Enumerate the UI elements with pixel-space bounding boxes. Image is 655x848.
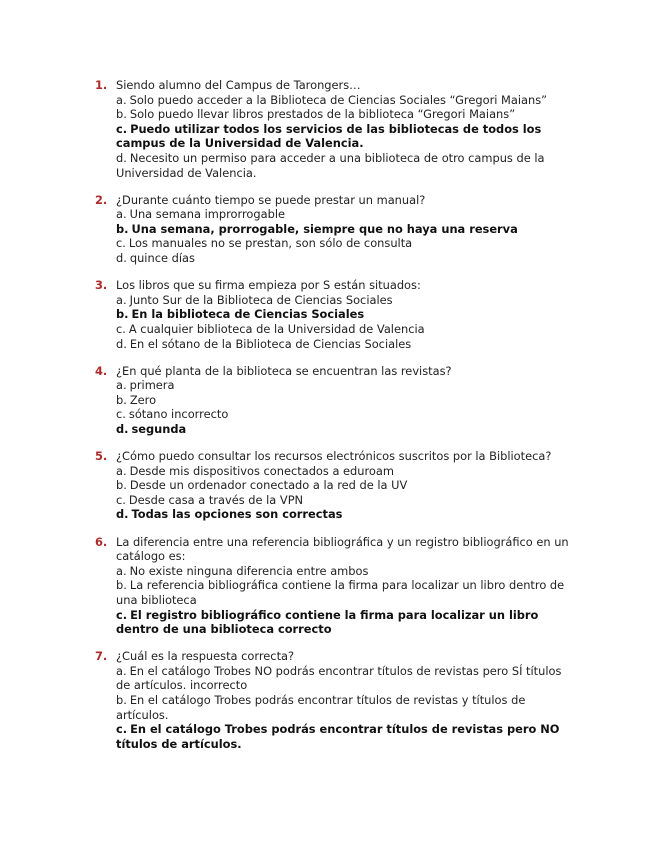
- answer-letter: b.: [116, 107, 127, 122]
- answer-text: En el catálogo Trobes podrás encontrar títulos de revistas pero NO títulos de artículos.: [116, 722, 560, 751]
- question-number: 6.: [95, 534, 108, 549]
- answer-option: [116, 407, 575, 422]
- question-text: La diferencia entre una referencia bibliográfica y un registro bibliográfico en un catálogo es:: [116, 534, 569, 564]
- answer-letter: c.: [116, 492, 126, 507]
- question: [95, 364, 575, 437]
- answer-option: [116, 93, 575, 108]
- answer-letter: c.: [116, 407, 126, 422]
- answer-letter: b.: [116, 221, 129, 236]
- question-number: 4.: [95, 363, 108, 378]
- answer-option: [116, 393, 575, 408]
- answer-option-correct: [116, 507, 575, 522]
- answer-option-correct: [116, 122, 575, 151]
- answer-option: [116, 322, 575, 337]
- question: [95, 649, 575, 751]
- answer-text: sótano incorrecto: [128, 407, 229, 422]
- answer-option-correct: [116, 608, 575, 637]
- answer-letter: d.: [116, 507, 129, 522]
- question-number: 3.: [95, 278, 108, 293]
- answer-text: No existe ninguna diferencia entre ambos: [129, 563, 369, 578]
- answer-text: Desde casa a través de la VPN: [128, 492, 304, 507]
- answer-option-correct: [116, 722, 575, 751]
- answer-text: Todas las opciones son correctas: [131, 507, 343, 522]
- answer-letter: b.: [116, 392, 127, 407]
- answer-option: [116, 378, 575, 393]
- answer-option: [116, 464, 575, 479]
- answer-option: [116, 578, 575, 607]
- answer-letter: a.: [116, 292, 127, 307]
- answer-option: [116, 107, 575, 122]
- question-number: 2.: [95, 192, 108, 207]
- answer-option: [116, 251, 575, 266]
- answer-letter: c.: [116, 121, 128, 136]
- question-text: ¿Durante cuánto tiempo se puede prestar un manual?: [116, 192, 426, 207]
- answer-option-correct: [116, 307, 575, 322]
- answer-letter: c.: [116, 236, 126, 251]
- answer-letter: d.: [116, 421, 129, 436]
- question: [95, 449, 575, 522]
- question-number: 1.: [95, 78, 108, 92]
- answer-text: Los manuales no se prestan, son sólo de consulta: [128, 236, 413, 251]
- answer-option: [116, 293, 575, 308]
- answer-letter: b.: [116, 307, 129, 322]
- answer-option-correct: [116, 222, 575, 237]
- answer-letter: a.: [116, 463, 127, 478]
- answer-option: [116, 564, 575, 579]
- question: [95, 278, 575, 351]
- question: [95, 78, 575, 180]
- answer-letter: d.: [116, 251, 127, 266]
- answer-letter: c.: [116, 722, 128, 737]
- answer-letter: b.: [116, 578, 127, 593]
- answer-letter: c.: [116, 321, 126, 336]
- answer-option: [116, 207, 575, 222]
- answer-text: En el sótano de la Biblioteca de Ciencias Sociales: [129, 336, 412, 351]
- answer-option: [116, 493, 575, 508]
- question-text: ¿En qué planta de la biblioteca se encuentran las revistas?: [116, 363, 452, 378]
- answer-option: [116, 236, 575, 251]
- question-text: Los libros que su firma empieza por S están situados:: [116, 278, 421, 293]
- answer-text: primera: [129, 378, 175, 393]
- answer-letter: a.: [116, 378, 127, 393]
- answer-letter: c.: [116, 607, 128, 622]
- question-number: 7.: [95, 649, 108, 664]
- question: [95, 193, 575, 266]
- question-text: ¿Cuál es la respuesta correcta?: [116, 649, 295, 664]
- answer-text: Desde un ordenador conectado a la red de la UV: [129, 478, 408, 493]
- answer-letter: a.: [116, 663, 127, 678]
- answer-option: [116, 478, 575, 493]
- answer-letter: a.: [116, 92, 127, 107]
- answer-text: Puedo utilizar todos los servicios de las bibliotecas de todos los campus de la Universidad de Valencia.: [116, 121, 542, 151]
- answer-text: Solo puedo llevar libros prestados de la biblioteca “Gregori Maians”: [129, 107, 516, 122]
- question-text: ¿Cómo puedo consultar los recursos electrónicos suscritos por la Biblioteca?: [116, 449, 552, 464]
- answer-text: Desde mis dispositivos conectados a eduroam: [129, 463, 394, 478]
- answer-text: Junto Sur de la Biblioteca de Ciencias Sociales: [129, 292, 393, 307]
- question-number: 5.: [95, 449, 108, 464]
- answer-letter: d.: [116, 336, 127, 351]
- answer-letter: a.: [116, 563, 127, 578]
- answer-text: Solo puedo acceder a la Biblioteca de Ciencias Sociales “Gregori Maians”: [129, 92, 548, 107]
- answer-letter: b.: [116, 478, 127, 493]
- quiz: [95, 78, 575, 764]
- answer-text: La referencia bibliográfica contiene la firma para localizar un libro dentro de una biblioteca: [116, 578, 565, 607]
- answer-letter: a.: [116, 207, 127, 222]
- answer-text: En la biblioteca de Ciencias Sociales: [131, 307, 365, 322]
- answer-text: Una semana improrrogable: [129, 207, 285, 222]
- answer-option-correct: [116, 422, 575, 437]
- answer-text: Zero: [129, 392, 157, 407]
- answer-letter: b.: [116, 692, 127, 707]
- answer-text: El registro bibliográfico contiene la firma para localizar un libro dentro de una biblioteca correcto: [116, 607, 539, 637]
- answer-option: [116, 151, 575, 180]
- answer-option: [116, 337, 575, 352]
- answer-text: segunda: [131, 421, 187, 436]
- answer-option: [116, 664, 575, 693]
- question-text: Siendo alumno del Campus de Tarongers…: [116, 78, 361, 92]
- question: [95, 535, 575, 637]
- answer-text: En el catálogo Trobes podrás encontrar títulos de revistas y títulos de artículos.: [116, 692, 526, 722]
- answer-option: [116, 693, 575, 722]
- answer-text: Necesito un permiso para acceder a una biblioteca de otro campus de la Universidad de Valencia.: [116, 150, 545, 180]
- answer-text: En el catálogo Trobes NO podrás encontrar títulos de revistas pero SÍ títulos de artículos. incorrecto: [116, 663, 562, 693]
- answer-text: quince días: [129, 251, 195, 266]
- answer-letter: d.: [116, 150, 127, 165]
- answer-text: Una semana, prorrogable, siempre que no haya una reserva: [131, 221, 518, 236]
- answer-text: A cualquier biblioteca de la Universidad de Valencia: [128, 321, 425, 336]
